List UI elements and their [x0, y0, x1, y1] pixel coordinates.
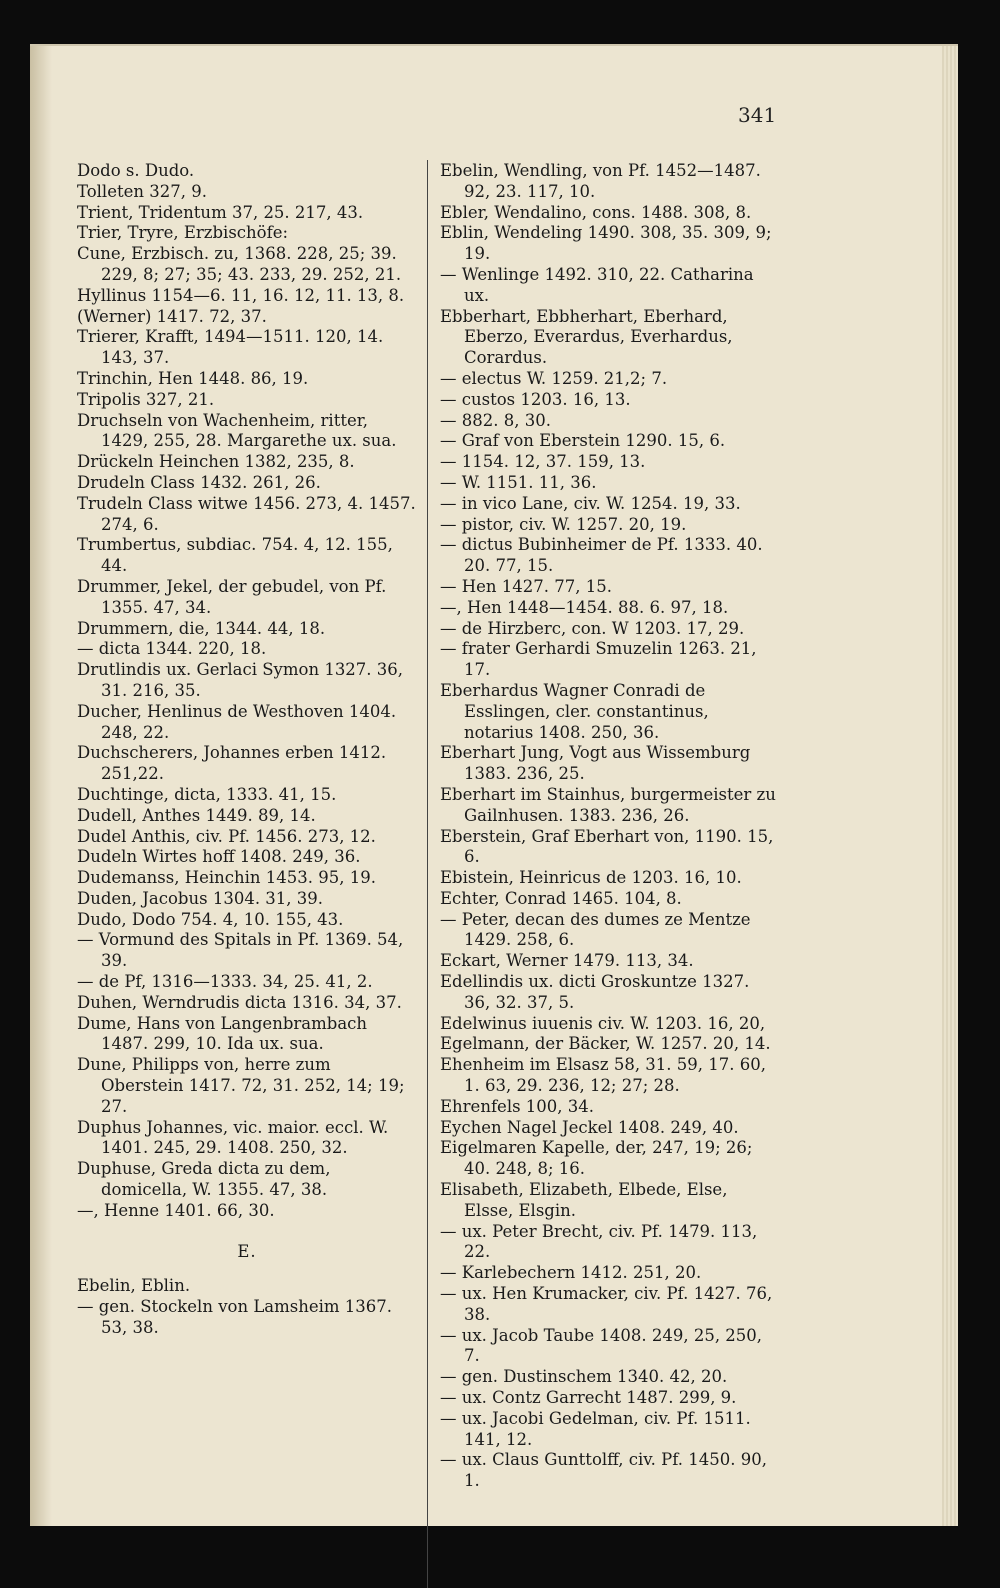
left-column: [77, 161, 417, 1339]
right-column: [440, 161, 778, 1492]
index-entry: — de Hirzberc, con. W 1203. 17, 29.: [440, 618, 745, 638]
index-entry: Dudell, Anthes 1449. 89, 14.: [77, 805, 316, 825]
index-entry: Trumbertus, subdiac. 754. 4, 12. 155, 44.: [77, 535, 393, 576]
index-entry: Drudeln Class 1432. 261, 26.: [77, 472, 321, 492]
index-entry: —, Hen 1448—1454. 88. 6. 97, 18.: [440, 597, 729, 617]
index-entry: Dudel Anthis, civ. Pf. 1456. 273, 12.: [77, 826, 376, 846]
index-entry: Ebelin, Wendling, von Pf. 1452—1487. 92, 23. 117, 10.: [440, 161, 761, 201]
index-entry: Trient, Tridentum 37, 25. 217, 43.: [77, 202, 364, 222]
index-entry: Dudo, Dodo 754. 4, 10. 155, 43.: [77, 909, 344, 929]
index-entry: — ux. Peter Brecht, civ. Pf. 1479. 113, 22.: [440, 1221, 758, 1262]
index-entry: Cune, Erzbisch. zu, 1368. 228, 25; 39. 229, 8; 27; 35; 43. 233, 29. 252, 21.: [77, 244, 402, 284]
index-entry: Ehrenfels 100, 34.: [440, 1096, 595, 1116]
index-entry: Drummern, die, 1344. 44, 18.: [77, 618, 326, 638]
section-heading: E.: [237, 1241, 257, 1261]
index-entry: Hyllinus 1154—6. 11, 16. 12, 11. 13, 8.: [77, 285, 405, 305]
index-entry: — ux. Claus Gunttolff, civ. Pf. 1450. 90, 1.: [440, 1450, 767, 1491]
index-entry: Duden, Jacobus 1304. 31, 39.: [77, 888, 324, 908]
index-entry: — pistor, civ. W. 1257. 20, 19.: [440, 514, 687, 534]
index-entry: — ux. Jacob Taube 1408. 249, 25, 250, 7.: [440, 1325, 763, 1366]
index-entry: Eberhart Jung, Vogt aus Wissemburg 1383. 236, 25.: [440, 743, 751, 784]
index-entry: — de Pf, 1316—1333. 34, 25. 41, 2.: [77, 972, 373, 992]
right-entries: [440, 161, 778, 1492]
index-entry: — dictus Bubinheimer de Pf. 1333. 40. 20. 77, 15.: [440, 535, 763, 576]
index-entry: Eberhardus Wagner Conradi de Esslingen, cler. constantinus, notarius 1408. 250, 36.: [440, 680, 709, 742]
index-entry: —, Henne 1401. 66, 30.: [77, 1200, 275, 1220]
index-entry: Duchscherers, Johannes erben 1412. 251,22.: [77, 743, 387, 784]
index-entry: Duhen, Werndrudis dicta 1316. 34, 37.: [77, 992, 402, 1012]
index-entry: — Wenlinge 1492. 310, 22. Catharina ux.: [440, 264, 754, 305]
index-entry: Drückeln Heinchen 1382, 235, 8.: [77, 452, 355, 472]
index-entry: Dume, Hans von Langenbrambach 1487. 299, 10. Ida ux. sua.: [77, 1013, 368, 1054]
index-entry: Ebberhart, Ebbherhart, Eberhard, Eberzo, Everardus, Everhardus, Corardus.: [440, 306, 733, 368]
index-entry: — electus W. 1259. 21,2; 7.: [440, 368, 668, 388]
index-entry: Dune, Philipps von, herre zum Oberstein 1417. 72, 31. 252, 14; 19; 27.: [77, 1055, 405, 1116]
index-entry: — ux. Hen Krumacker, civ. Pf. 1427. 76, 38.: [440, 1284, 773, 1324]
left-entries-after-heading: [77, 1276, 417, 1338]
index-entry: Eychen Nagel Jeckel 1408. 249, 40.: [440, 1117, 739, 1137]
index-entry: Druchseln von Wachenheim, ritter, 1429, 255, 28. Margarethe ux. sua.: [77, 410, 397, 451]
index-entry: — Karlebechern 1412. 251, 20.: [440, 1263, 702, 1283]
index-entry: — ux. Contz Garrecht 1487. 299, 9.: [440, 1388, 737, 1408]
index-entry: — gen. Stockeln von Lamsheim 1367. 53, 38.: [77, 1297, 393, 1338]
index-entry: Tripolis 327, 21.: [77, 389, 215, 409]
index-entry: Edellindis ux. dicti Groskuntze 1327. 36, 32. 37, 5.: [440, 972, 750, 1012]
index-entry: — custos 1203. 16, 13.: [440, 389, 631, 409]
index-entry: Ebelin, Eblin.: [77, 1276, 191, 1296]
index-entry: — Hen 1427. 77, 15.: [440, 576, 612, 596]
page-number: 341: [738, 103, 777, 127]
column-divider: [427, 160, 428, 1588]
index-entry: Duchtinge, dicta, 1333. 41, 15.: [77, 784, 337, 804]
index-entry: Trier, Tryre, Erzbischöfe:: [77, 223, 289, 243]
index-entry: Duphuse, Greda dicta zu dem, domicella, W. 1355. 47, 38.: [77, 1159, 331, 1200]
index-entry: Dudemanss, Heinchin 1453. 95, 19.: [77, 868, 376, 888]
index-entry: Egelmann, der Bäcker, W. 1257. 20, 14.: [440, 1034, 771, 1054]
index-entry: (Werner) 1417. 72, 37.: [77, 306, 267, 326]
index-entry: — Peter, decan des dumes ze Mentze 1429. 258, 6.: [440, 909, 751, 950]
index-entry: — gen. Dustinschem 1340. 42, 20.: [440, 1367, 728, 1387]
index-entry: Eblin, Wendeling 1490. 308, 35. 309, 9; 19.: [440, 223, 772, 264]
index-entry: — in vico Lane, civ. W. 1254. 19, 33.: [440, 493, 741, 513]
index-entry: Eckart, Werner 1479. 113, 34.: [440, 951, 694, 971]
index-entry: Eberhart im Stainhus, burgermeister zu Gailnhusen. 1383. 236, 26.: [440, 784, 776, 825]
binding-gutter: [30, 46, 52, 1526]
index-entry: Elisabeth, Elizabeth, Elbede, Else, Elsse, Elsgin.: [440, 1180, 728, 1220]
index-entry: Trierer, Krafft, 1494—1511. 120, 14. 143, 37.: [77, 327, 384, 368]
index-entry: — dicta 1344. 220, 18.: [77, 639, 267, 659]
index-entry: Trudeln Class witwe 1456. 273, 4. 1457. 274, 6.: [77, 493, 416, 534]
index-entry: — Graf von Eberstein 1290. 15, 6.: [440, 431, 726, 451]
index-entry: — Vormund des Spitals in Pf. 1369. 54, 39.: [77, 930, 404, 971]
index-entry: Ebistein, Heinricus de 1203. 16, 10.: [440, 868, 742, 888]
index-entry: Drummer, Jekel, der gebudel, von Pf. 1355. 47, 34.: [77, 576, 387, 617]
index-entry: Eberstein, Graf Eberhart von, 1190. 15, 6.: [440, 826, 774, 867]
index-entry: Edelwinus iuuenis civ. W. 1203. 16, 20,: [440, 1013, 766, 1033]
index-entry: Ebler, Wendalino, cons. 1488. 308, 8.: [440, 202, 752, 222]
index-entry: Tolleten 327, 9.: [77, 181, 207, 201]
index-entry: — W. 1151. 11, 36.: [440, 472, 597, 492]
index-entry: Ducher, Henlinus de Westhoven 1404. 248, 22.: [77, 701, 397, 742]
index-entry: Dudeln Wirtes hoff 1408. 249, 36.: [77, 847, 361, 867]
index-entry: Duphus Johannes, vic. maior. eccl. W. 1401. 245, 29. 1408. 250, 32.: [77, 1117, 389, 1158]
index-entry: — 1154. 12, 37. 159, 13.: [440, 452, 646, 472]
page-edge: [942, 46, 958, 1526]
index-entry: Ehenheim im Elsasz 58, 31. 59, 17. 60, 1. 63, 29. 236, 12; 27; 28.: [440, 1055, 767, 1096]
index-entry: Echter, Conrad 1465. 104, 8.: [440, 888, 682, 908]
index-entry: — 882. 8, 30.: [440, 410, 551, 430]
index-entry: — ux. Jacobi Gedelman, civ. Pf. 1511. 141, 12.: [440, 1408, 751, 1449]
index-entry: Trinchin, Hen 1448. 86, 19.: [77, 368, 309, 388]
left-entries: [77, 161, 417, 1222]
index-entry: Drutlindis ux. Gerlaci Symon 1327. 36, 31. 216, 35.: [77, 660, 404, 700]
index-entry: — frater Gerhardi Smuzelin 1263. 21, 17.: [440, 639, 757, 680]
index-entry: Eigelmaren Kapelle, der, 247, 19; 26; 40. 248, 8; 16.: [440, 1138, 753, 1179]
index-entry: Dodo s. Dudo.: [77, 161, 195, 180]
